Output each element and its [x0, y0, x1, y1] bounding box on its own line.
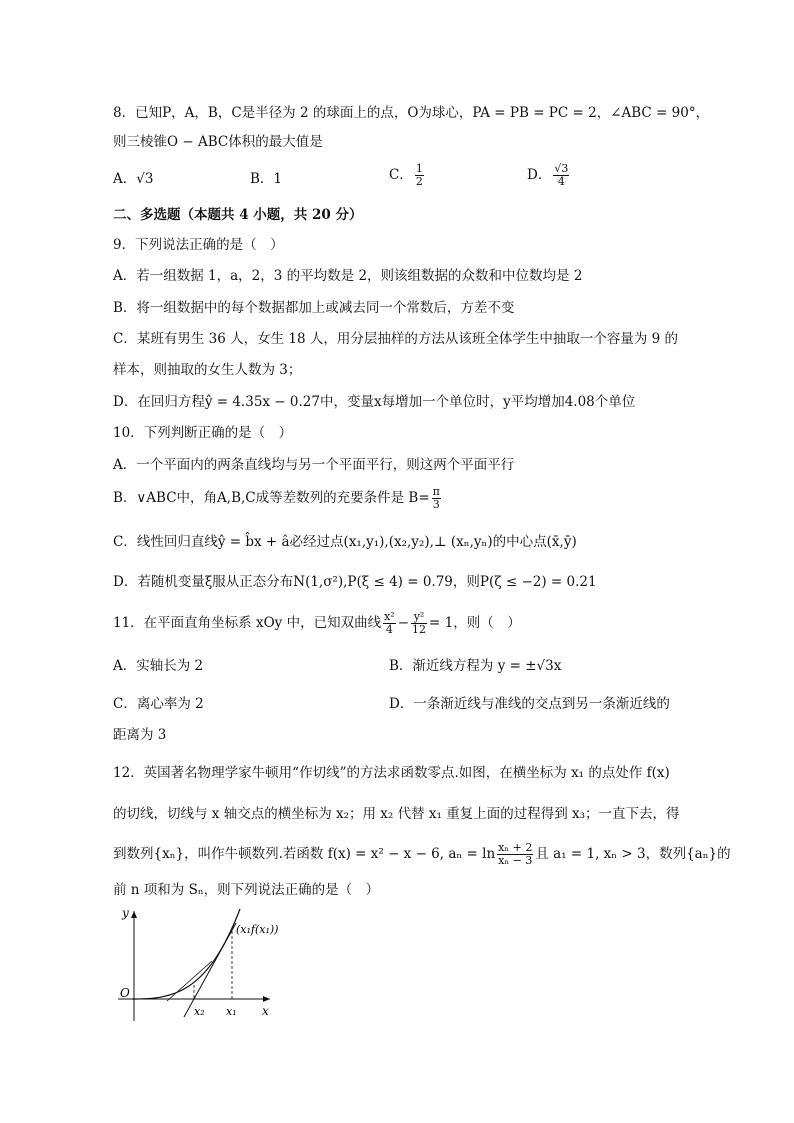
q10-b-num: π [432, 485, 440, 498]
q12-line1: 12．英国著名物理学家牛顿用“作切线”的方法求函数零点.如图，在横坐标为 x₁ 的点处作 f(x) [113, 765, 670, 781]
q12-line2: 的切线，切线与 x 轴交点的横坐标为 x₂；用 x₂ 代替 x₁ 重复上面的过程得到 x₃；一直下去，得 [113, 806, 680, 822]
q9-option-c-line2: 样本，则抽取的女生人数为 3； [113, 362, 302, 378]
point-label: (x₁f(x₁)) [236, 923, 279, 936]
q8-option-c [389, 163, 426, 188]
q11-f1-num: x² [384, 610, 395, 623]
q12-frac-den: xₙ − 3 [498, 854, 533, 867]
x1-label: x₁ [226, 1005, 237, 1018]
q12-frac-num: xₙ + 2 [498, 841, 533, 854]
q12-line3-prefix: 到数列{xₙ}，叫作牛顿数列.若函数 f(x) = x² − x − 6, aₙ = ln [113, 846, 496, 862]
q10-option-a: A．一个平面内的两条直线均与另一个平面平行，则这两个平面平行 [113, 457, 515, 473]
newton-method-figure [112, 905, 292, 1025]
q12-line3 [113, 842, 731, 867]
q12-fraction [497, 842, 533, 867]
second-tangent-line [167, 961, 212, 1001]
q8-d-den: 4 [557, 175, 565, 188]
q12-line3-suffix: 且 a₁ = 1, xₙ > 3，数列{aₙ}的 [535, 846, 731, 862]
q9-option-d: D．在回归方程ŷ = 4.35x − 0.27中，变量x每增加一个单位时，y平均增加4.08个单位 [113, 394, 636, 410]
q12-line4: 前 n 项和为 Sₙ，则下列说法正确的是（ ） [113, 882, 380, 898]
q11-option-c: C．离心率为 2 [113, 696, 204, 712]
q8-option-d-fraction [553, 163, 569, 188]
q8-option-c-fraction [415, 163, 424, 188]
q11-f1-den: 4 [385, 623, 393, 636]
q11-fraction-x [383, 611, 396, 636]
x2-label: x₂ [194, 1005, 205, 1018]
q8-d-num: √3 [554, 162, 569, 175]
q11-f2-den: 12 [412, 623, 427, 636]
q9-option-c-line1: C．某班有男生 36 人，女生 18 人，用分层抽样的方法从该班全体学生中抽取一个容量为 9 的 [113, 331, 679, 347]
q9-option-b: B．将一组数据中的每个数据都加上或减去同一个常数后，方差不变 [113, 300, 515, 316]
q11-option-a: A．实轴长为 2 [113, 658, 204, 674]
q11-f2-num: y² [411, 611, 427, 624]
function-curve [132, 909, 240, 999]
q8-option-d-prefix: D． [527, 167, 552, 183]
q8-option-d [527, 163, 571, 188]
q10-option-b [113, 486, 443, 511]
q11-minus: − [397, 615, 410, 631]
q10-option-b-fraction [432, 486, 441, 511]
q11-fraction-y [411, 611, 427, 636]
q11-stem-suffix: = 1，则（ ） [429, 615, 521, 631]
q10-b-den: 3 [432, 498, 440, 511]
section-heading-multiple-choice: 二、多选题（本题共 4 小题，共 20 分） [113, 207, 363, 223]
q10-option-b-text: B．∨ABC中，角A,B,C成等差数列的充要条件是 B= [113, 490, 430, 506]
q8-c-den: 2 [415, 175, 423, 188]
q8-option-b: B．1 [250, 171, 283, 187]
q11-stem-prefix: 11．在平面直角坐标系 xOy 中，已知双曲线 [113, 615, 382, 631]
q11-stem [113, 611, 521, 636]
q10-option-c: C．线性回归直线ŷ = b̂x + â必经过点(x₁,y₁),(x₂,y₂),⊥ (xₙ,yₙ)的中心点(x̄,ȳ) [113, 534, 577, 550]
q11-option-d-line1: D．一条渐近线与准线的交点到另一条渐近线的 [389, 696, 670, 712]
q9-option-a: A．若一组数据 1，a，2，3 的平均数是 2，则该组数据的众数和中位数均是 2 [113, 268, 583, 284]
q8-c-num: 1 [415, 162, 423, 175]
q11-option-d-line2: 距离为 3 [113, 727, 167, 743]
q8-line1: 8．已知P，A，B，C是半径为 2 的球面上的点，O为球心，PA = PB = PC = 2，∠ABC = 90°， [113, 105, 710, 121]
x-axis-arrow [263, 996, 270, 1002]
q8-option-a: A．√3 [113, 171, 154, 187]
x-axis-label: x [262, 1004, 269, 1018]
q8-line2: 则三棱锥O − ABC体积的最大值是 [113, 134, 323, 150]
origin-label: O [120, 986, 130, 1000]
q10-stem: 10．下列判断正确的是（ ） [113, 425, 293, 441]
y-axis-arrow [131, 911, 137, 918]
tangent-line [184, 923, 236, 1017]
q11-option-b: B．渐近线方程为 y = ±√3x [389, 658, 562, 674]
q8-option-c-prefix: C． [389, 167, 413, 183]
y-axis-label: y [122, 906, 129, 920]
q10-option-d: D．若随机变量ξ服从正态分布N(1,σ²),P(ξ ≤ 4) = 0.79，则P(ζ ≤ −2) = 0.21 [113, 574, 597, 590]
q9-stem: 9．下列说法正确的是（ ） [113, 237, 284, 253]
